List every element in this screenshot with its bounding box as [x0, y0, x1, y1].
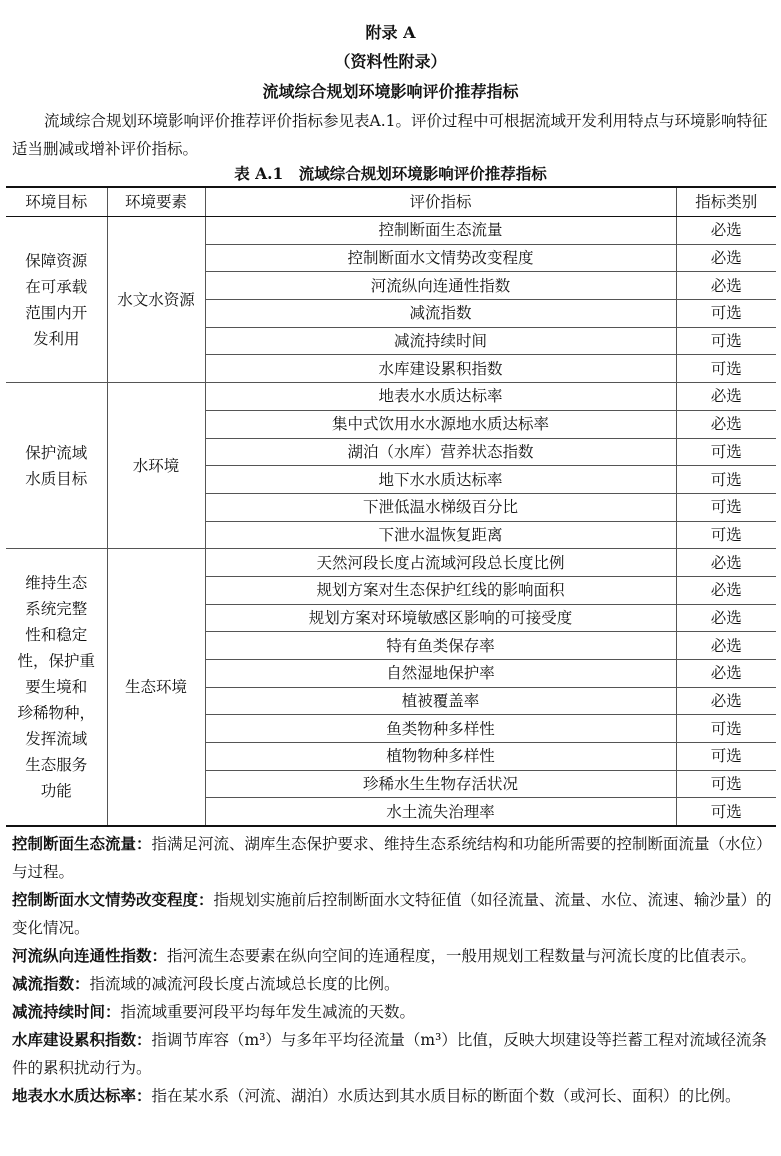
table-row: [6, 217, 776, 245]
definition-item: [12, 1026, 774, 1082]
category-cell: 必选: [676, 410, 776, 438]
header-goal: 环境目标: [6, 187, 107, 217]
definition-text: 指调节库容（m³）与多年平均径流量（m³）比值，反映大坝建设等拦蓄工程对流域径流条件的累积扰动行为。: [12, 1031, 767, 1077]
category-cell: 可选: [676, 466, 776, 494]
indicator-cell: 控制断面生态流量: [205, 217, 676, 245]
indicator-cell: 减流指数: [205, 300, 676, 328]
table-row: [6, 549, 776, 577]
category-cell: 必选: [676, 632, 776, 660]
goal-line: 范围内开: [25, 303, 88, 322]
definition-item: [12, 942, 774, 970]
category-cell: 可选: [676, 438, 776, 466]
indicator-cell: 减流持续时间: [205, 327, 676, 355]
indicator-cell: 珍稀水生生物存活状况: [205, 770, 676, 798]
category-cell: 可选: [676, 521, 776, 549]
definition-item: [12, 970, 774, 998]
indicator-cell: 湖泊（水库）营养状态指数: [205, 438, 676, 466]
indicator-cell: 地表水水质达标率: [205, 383, 676, 411]
indicator-cell: 特有鱼类保存率: [205, 632, 676, 660]
appendix-nature: （资料性附录）: [334, 52, 447, 71]
category-cell: 必选: [676, 660, 776, 688]
category-cell: 可选: [676, 300, 776, 328]
category-cell: 可选: [676, 798, 776, 826]
definition-term: 控制断面生态流量：: [12, 834, 152, 853]
table-header-row: [6, 187, 776, 217]
goal-cell: [6, 549, 107, 826]
table-body: [6, 217, 776, 827]
indicator-cell: 下泄水温恢复距离: [205, 521, 676, 549]
goal-line: 珍稀物种，: [17, 704, 95, 723]
definition-text: 指流域重要河段平均每年发生减流的天数。: [120, 1003, 416, 1021]
goal-line: 保障资源: [25, 251, 88, 270]
element-cell: 水文水资源: [107, 217, 205, 383]
goal-line: 发利用: [32, 329, 80, 348]
definition-text: 指在某水系（河流、湖泊）水质达到其水质目标的断面个数（或河长、面积）的比例。: [151, 1087, 741, 1105]
definition-term: 减流持续时间：: [12, 1002, 121, 1021]
header-category: 指标类别: [676, 187, 776, 217]
category-cell: 必选: [676, 604, 776, 632]
indicator-table: [6, 186, 776, 827]
element-cell: 水环境: [107, 383, 205, 549]
category-cell: 可选: [676, 355, 776, 383]
indicator-cell: 规划方案对生态保护红线的影响面积: [205, 576, 676, 604]
element-cell: 生态环境: [107, 549, 205, 826]
definition-item: [12, 886, 774, 942]
header-element: 环境要素: [107, 187, 205, 217]
goal-line: 功能: [40, 782, 72, 801]
category-cell: 可选: [676, 493, 776, 521]
indicator-cell: 天然河段长度占流域河段总长度比例: [205, 549, 676, 577]
definition-term: 地表水水质达标率：: [12, 1086, 152, 1105]
category-cell: 必选: [676, 217, 776, 245]
indicator-cell: 集中式饮用水水源地水质达标率: [205, 410, 676, 438]
category-cell: 必选: [676, 576, 776, 604]
definition-text: 指满足河流、湖库生态保护要求、维持生态系统结构和功能所需要的控制断面流量（水位）与过程。: [12, 835, 772, 881]
table-row: [6, 383, 776, 411]
indicator-cell: 自然湿地保护率: [205, 660, 676, 688]
goal-cell: [6, 383, 107, 549]
category-cell: 可选: [676, 770, 776, 798]
indicator-cell: 控制断面水文情势改变程度: [205, 244, 676, 272]
category-cell: 可选: [676, 327, 776, 355]
category-cell: 必选: [676, 687, 776, 715]
goal-line: 性，保护重: [17, 652, 95, 671]
definition-term: 水库建设累积指数：: [12, 1030, 152, 1049]
category-cell: 必选: [676, 272, 776, 300]
goal-line: 生态服务: [25, 756, 88, 775]
indicator-cell: 地下水水质达标率: [205, 466, 676, 494]
indicator-cell: 规划方案对环境敏感区影响的可接受度: [205, 604, 676, 632]
indicator-cell: 植被覆盖率: [205, 687, 676, 715]
definition-item: [12, 1082, 774, 1110]
definition-term: 河流纵向连通性指数：: [12, 946, 168, 965]
appendix-title: 流域综合规划环境影响评价推荐指标: [262, 82, 519, 101]
category-cell: 可选: [676, 743, 776, 771]
goal-line: 系统完整: [25, 600, 88, 619]
definition-text: 指流域的减流河段长度占流域总长度的比例。: [89, 975, 400, 993]
goal-line: 要生境和: [25, 678, 88, 697]
definition-term: 减流指数：: [12, 974, 90, 993]
header-indicator: 评价指标: [205, 187, 676, 217]
definition-item: [12, 830, 774, 886]
definition-item: [12, 998, 774, 1026]
category-cell: 必选: [676, 383, 776, 411]
definitions-list: [12, 830, 774, 1110]
indicator-cell: 下泄低温水梯级百分比: [205, 493, 676, 521]
indicator-cell: 鱼类物种多样性: [205, 715, 676, 743]
goal-line: 在可承载: [25, 277, 88, 296]
goal-line: 性和稳定: [25, 626, 88, 645]
appendix-label: 附录 A: [365, 23, 416, 42]
definition-text: 指规划实施前后控制断面水文特征值（如径流量、流量、水位、流速、输沙量）的变化情况。: [12, 891, 772, 937]
goal-line: 水质目标: [25, 469, 88, 488]
intro-paragraph: 流域综合规划环境影响评价推荐评价指标参见表A.1。评价过程中可根据流域开发利用特点与环境影响特征适当删减或增补评价指标。: [12, 112, 768, 158]
definition-term: 控制断面水文情势改变程度：: [12, 890, 214, 909]
goal-cell: [6, 217, 107, 383]
indicator-cell: 水土流失治理率: [205, 798, 676, 826]
goal-line: 维持生态: [25, 574, 88, 593]
indicator-cell: 水库建设累积指数: [205, 355, 676, 383]
indicator-cell: 河流纵向连通性指数: [205, 272, 676, 300]
goal-line: 发挥流域: [25, 730, 88, 749]
category-cell: 必选: [676, 244, 776, 272]
category-cell: 必选: [676, 549, 776, 577]
category-cell: 可选: [676, 715, 776, 743]
table-caption: 表 A.1 流域综合规划环境影响评价推荐指标: [234, 164, 547, 183]
goal-line: 保护流域: [25, 443, 88, 462]
definition-text: 指河流生态要素在纵向空间的连通程度，一般用规划工程数量与河流长度的比值表示。: [167, 947, 757, 965]
indicator-cell: 植物物种多样性: [205, 743, 676, 771]
